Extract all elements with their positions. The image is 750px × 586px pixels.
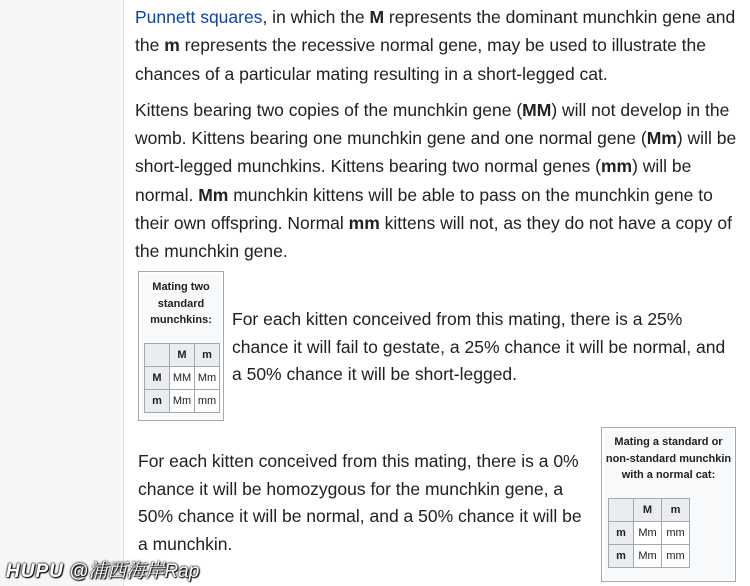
- table-corner-cell: [609, 498, 634, 521]
- left-sidebar: [0, 0, 124, 586]
- text: munchkin kittens will be able to pass on the munchkin gene to their own offspring. Normal: [135, 184, 713, 234]
- table-header-row: [145, 343, 220, 366]
- table-cell: mm: [195, 389, 220, 412]
- watermark: [6, 556, 199, 583]
- watermark-handle: @浦西海岸Rap: [69, 561, 200, 582]
- text: kittens will not, as they do not have a copy of the munchkin gene.: [135, 213, 732, 262]
- box-caption: Mating two standard munchkins:: [150, 281, 212, 326]
- bold-text: Mm: [198, 184, 229, 205]
- bold-text: Mm: [646, 128, 677, 149]
- table-header-cell: m: [195, 343, 220, 366]
- bold-text: MM: [522, 99, 552, 120]
- table-header-cell: M: [634, 498, 662, 521]
- table-header-cell: m: [662, 498, 690, 521]
- watermark-brand: HUPU: [6, 561, 64, 582]
- text: represents the recessive normal gene, may be used to illustrate the chances of a particular mating resulting in a short-legged cat.: [135, 35, 707, 84]
- punnett-squares-link[interactable]: Punnett squares: [135, 7, 263, 27]
- table-cell: mm: [662, 521, 690, 544]
- punnett-square-table: [144, 343, 220, 413]
- table-cell: MM: [170, 366, 195, 389]
- table-cell: Mm: [634, 544, 662, 567]
- punnett-square-box-normal: [601, 427, 736, 582]
- table-row: [145, 366, 220, 389]
- text: ) will be short-legged munchkins. Kittens bearing two normal genes (: [135, 128, 737, 177]
- table-header-cell: M: [170, 343, 195, 366]
- bold-text: mm: [600, 156, 633, 177]
- text: Kittens bearing two copies of the munchkin gene (: [135, 99, 523, 120]
- paragraph-normal-mating: For each kitten conceived from this mating, there is a 0% chance it will be homozygous for the munchkin gene, a 50% chance it will be normal, and a 50% chance it will be a munchkin.: [138, 451, 582, 554]
- box-caption: Mating a standard or non-standard munchkin with a normal cat:: [605, 436, 732, 481]
- table-row: [609, 544, 690, 567]
- text: , in which the: [262, 7, 370, 27]
- table-row-label: m: [609, 544, 634, 567]
- article-content: [135, 3, 747, 266]
- table-cell: mm: [662, 544, 690, 567]
- table-row-label: M: [145, 366, 170, 389]
- table-row-label: m: [145, 389, 170, 412]
- bold-text: m: [164, 35, 180, 56]
- paragraph-intro: [135, 3, 747, 88]
- table-row: [145, 389, 220, 412]
- bold-text: mm: [348, 213, 380, 234]
- table-row-label: m: [609, 521, 634, 544]
- bold-text: M: [369, 7, 385, 27]
- paragraph-genes: [135, 96, 747, 266]
- punnett-square-table: [608, 498, 690, 568]
- table-cell: Mm: [634, 521, 662, 544]
- table-header-row: [609, 498, 690, 521]
- table-cell: Mm: [170, 389, 195, 412]
- text: ) will be normal.: [135, 156, 692, 205]
- paragraph-standard-mating: For each kitten conceived from this mating, there is a 25% chance it will fail to gestate, a 25% chance it will be normal, and a 50% chance it will be short-legged.: [232, 309, 726, 385]
- table-corner-cell: [145, 343, 170, 366]
- text: represents the dominant munchkin gene and the: [135, 7, 736, 56]
- table-cell: Mm: [195, 366, 220, 389]
- punnett-square-box-standard: [138, 271, 224, 421]
- table-row: [609, 521, 690, 544]
- text: ) will not develop in the womb. Kittens bearing one munchkin gene and one normal gene (: [135, 99, 730, 149]
